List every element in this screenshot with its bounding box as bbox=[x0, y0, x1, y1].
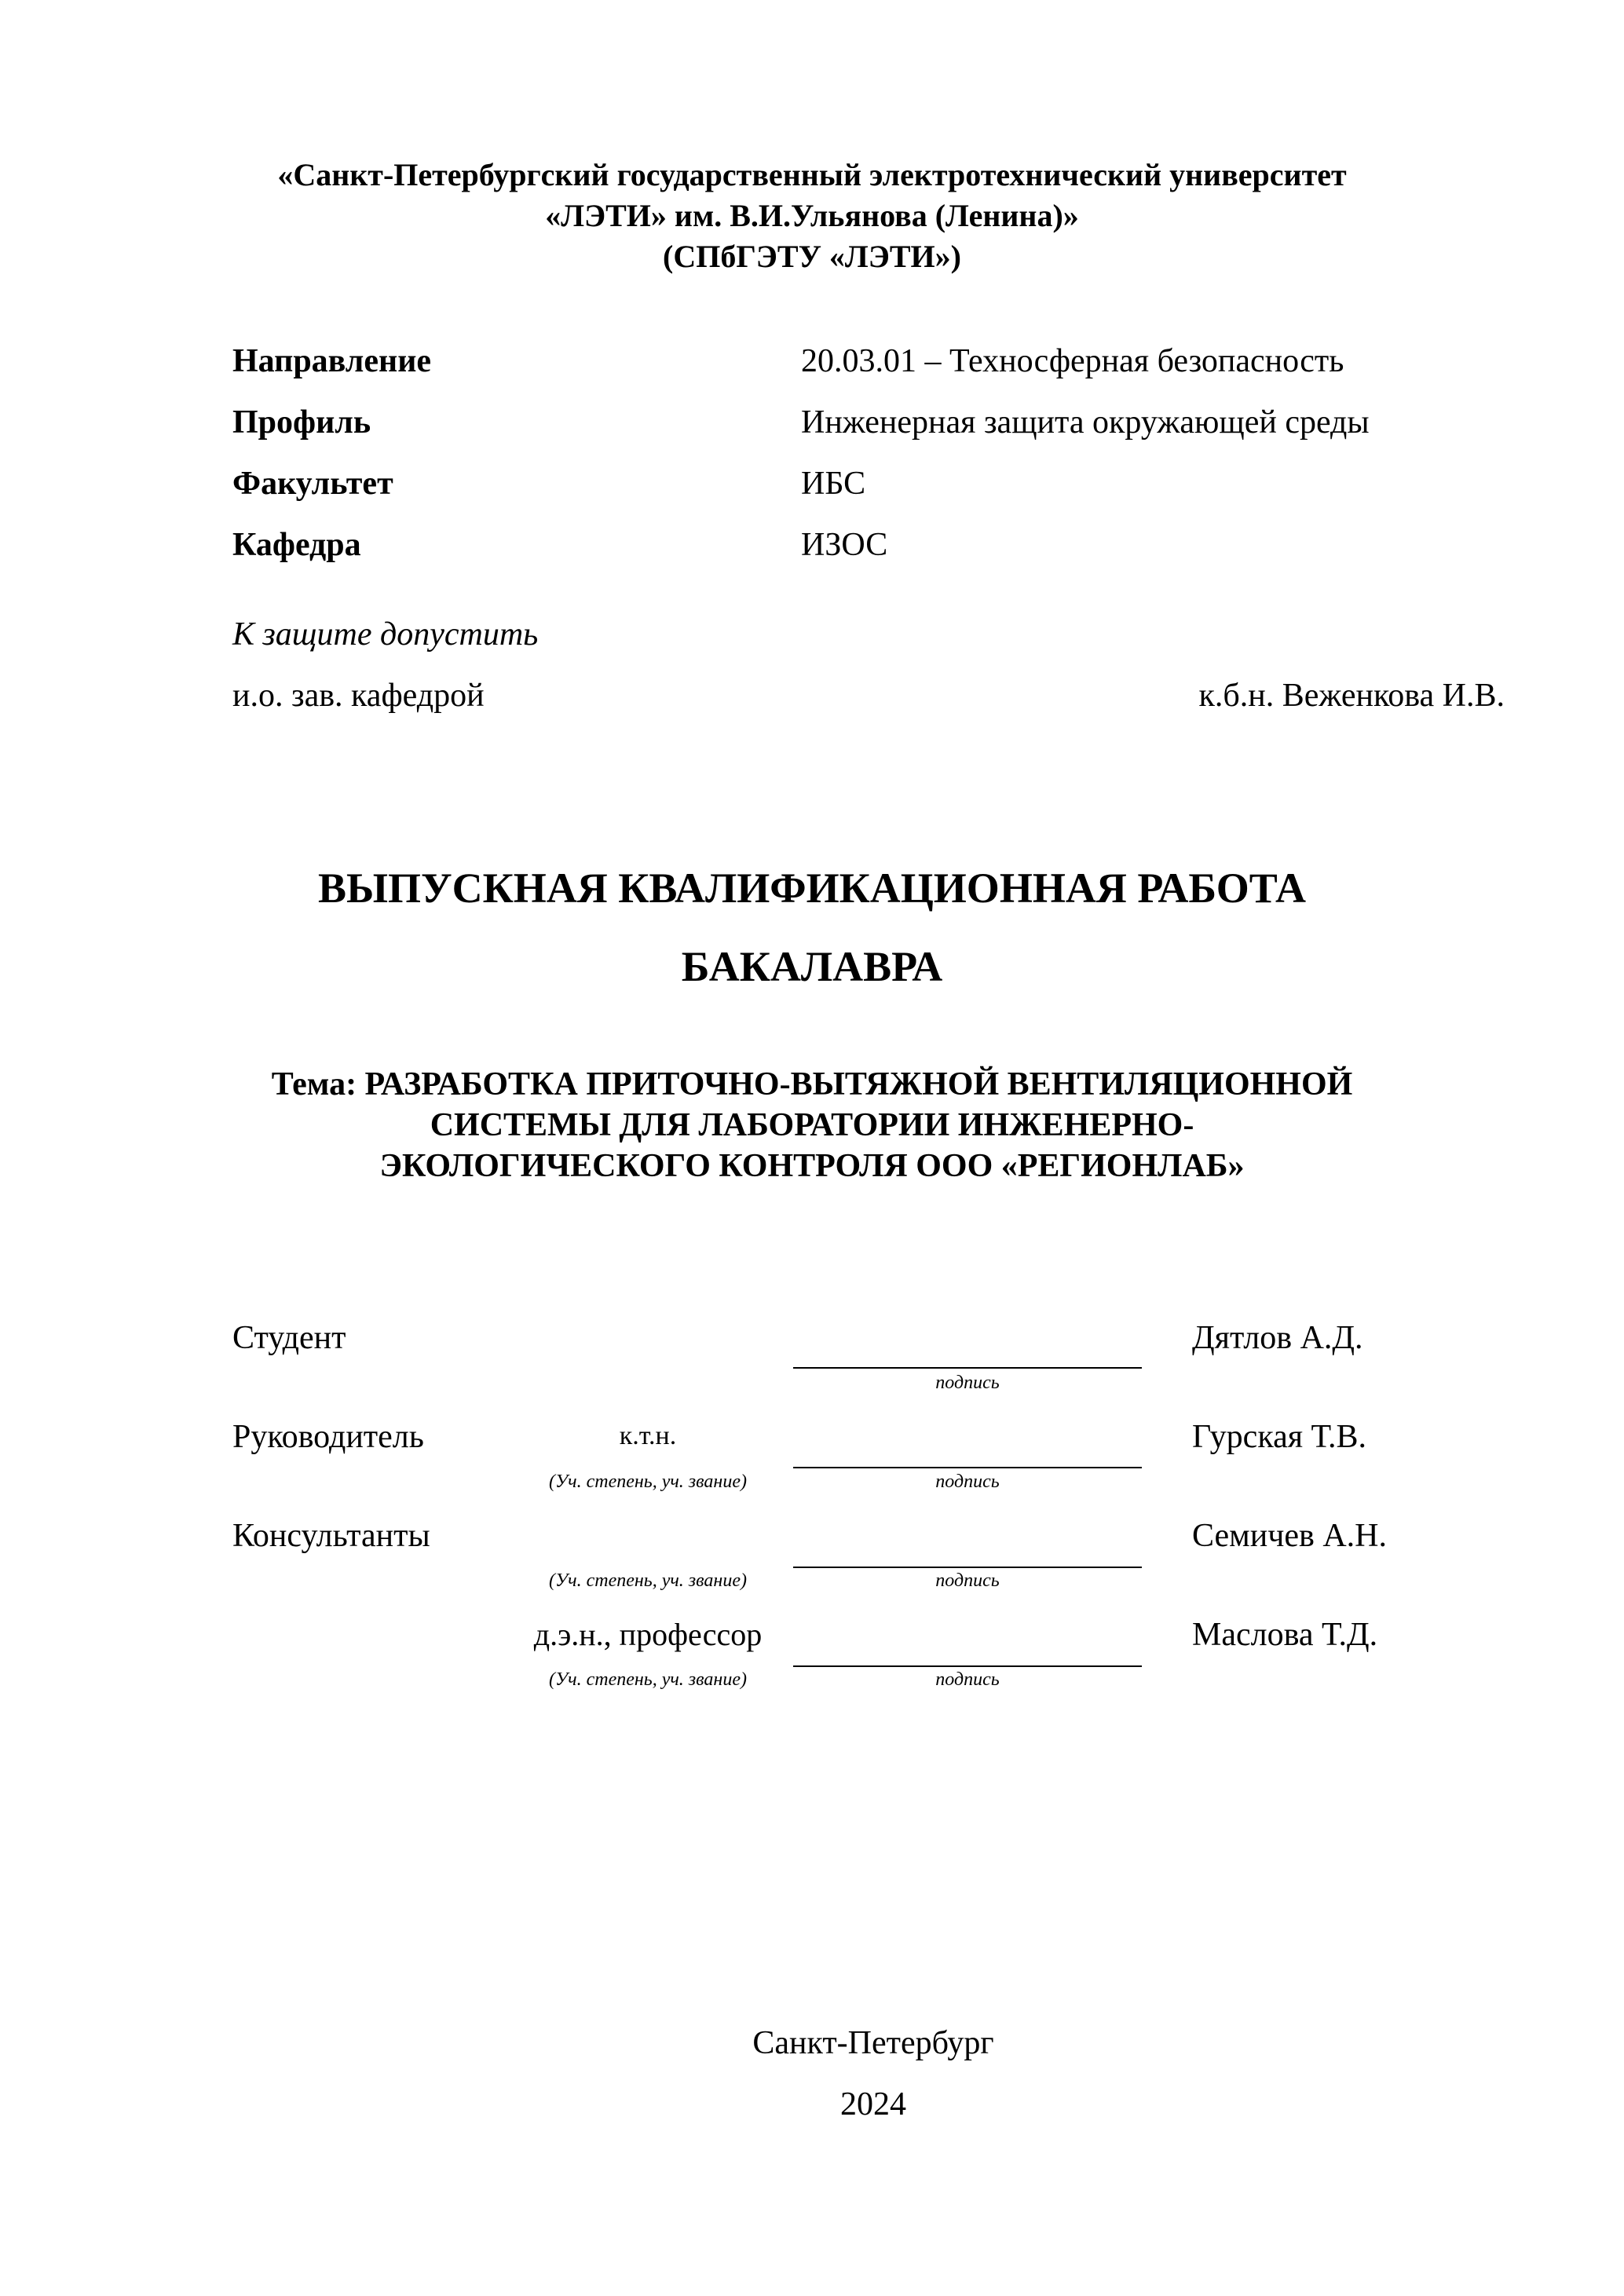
name-student: Дятлов А.Д. bbox=[1192, 1320, 1363, 1356]
role-student: Студент bbox=[232, 1320, 346, 1356]
signature-caption: подпись bbox=[935, 1570, 1000, 1591]
role-supervisor: Руководитель bbox=[232, 1419, 424, 1455]
degree-caption: (Уч. степень, уч. звание) bbox=[549, 1570, 747, 1591]
signature-line-consultant-1 bbox=[793, 1567, 1142, 1568]
signature-caption: подпись bbox=[935, 1472, 1000, 1492]
role-consultants: Консультанты bbox=[232, 1518, 430, 1554]
signature-caption: подпись bbox=[935, 1373, 1000, 1393]
field-value-direction: 20.03.01 – Техносферная безопасность bbox=[801, 343, 1344, 379]
field-value-department: ИЗОС bbox=[801, 527, 888, 563]
university-name-line1: «Санкт-Петербургский государственный электротехнический университет bbox=[277, 157, 1347, 192]
topic-line3: ЭКОЛОГИЧЕСКОГО КОНТРОЛЯ ООО «РЕГИОНЛАБ» bbox=[379, 1148, 1245, 1184]
field-label-profile: Профиль bbox=[232, 404, 371, 441]
field-value-faculty: ИБС bbox=[801, 466, 866, 502]
university-abbreviation: (СПбГЭТУ «ЛЭТИ») bbox=[663, 239, 961, 274]
field-label-department: Кафедра bbox=[232, 527, 361, 563]
approval-name: к.б.н. Веженкова И.В. bbox=[1198, 678, 1505, 714]
degree-supervisor: к.т.н. bbox=[619, 1421, 677, 1450]
university-name-line2: «ЛЭТИ» им. В.И.Ульянова (Ленина)» bbox=[545, 198, 1079, 233]
name-consultant-1: Семичев А.Н. bbox=[1192, 1518, 1387, 1554]
signature-line-consultant-2 bbox=[793, 1665, 1142, 1667]
degree-consultant-2: д.э.н., профессор bbox=[533, 1617, 763, 1652]
field-value-profile: Инженерная защита окружающей среды bbox=[801, 404, 1370, 441]
topic-line1: Тема: РАЗРАБОТКА ПРИТОЧНО-ВЫТЯЖНОЙ ВЕНТИЛЯЦИОННОЙ bbox=[271, 1066, 1353, 1102]
degree-caption: (Уч. степень, уч. звание) bbox=[549, 1669, 747, 1690]
name-supervisor: Гурская Т.В. bbox=[1192, 1419, 1367, 1455]
signature-line-student bbox=[793, 1367, 1142, 1369]
footer-city: Санкт-Петербург bbox=[752, 2025, 994, 2061]
approval-position: и.о. зав. кафедрой bbox=[232, 678, 485, 714]
footer-year: 2024 bbox=[840, 2086, 906, 2122]
approval-caption: К защите допустить bbox=[232, 616, 539, 653]
document-title-line1: ВЫПУСКНАЯ КВАЛИФИКАЦИОННАЯ РАБОТА bbox=[317, 865, 1307, 912]
signature-line-supervisor bbox=[793, 1467, 1142, 1468]
field-label-faculty: Факультет bbox=[232, 466, 393, 502]
signature-caption: подпись bbox=[935, 1669, 1000, 1690]
field-label-direction: Направление bbox=[232, 343, 432, 379]
document-title-line2: БАКАЛАВРА bbox=[681, 943, 943, 990]
degree-caption: (Уч. степень, уч. звание) bbox=[549, 1472, 747, 1492]
topic-line2: СИСТЕМЫ ДЛЯ ЛАБОРАТОРИИ ИНЖЕНЕРНО- bbox=[430, 1107, 1194, 1143]
name-consultant-2: Маслова Т.Д. bbox=[1192, 1617, 1378, 1653]
